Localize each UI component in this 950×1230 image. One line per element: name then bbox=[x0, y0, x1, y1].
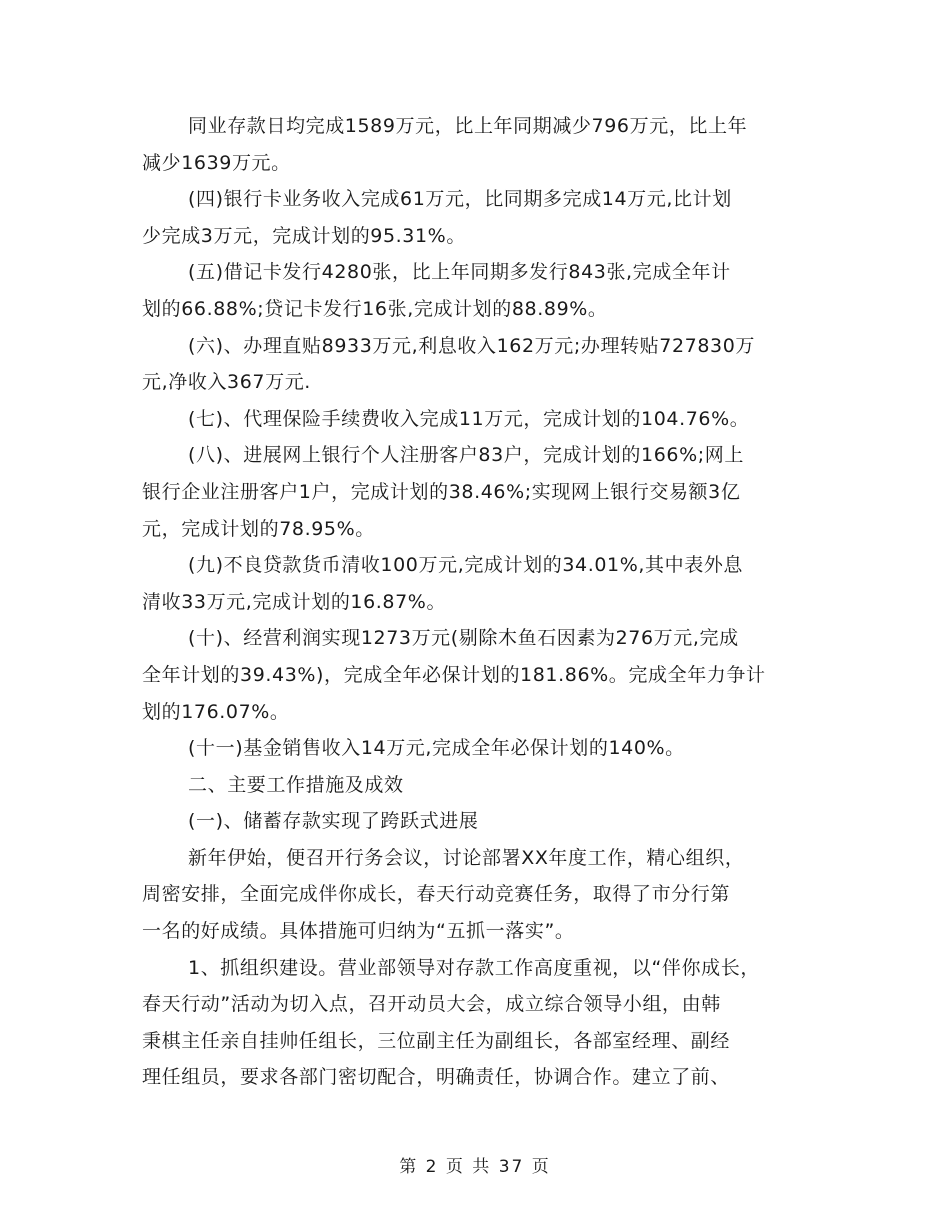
text-line: 1、抓组织建设。营业部领导对存款工作高度重视，以“伴你成长， bbox=[188, 956, 760, 979]
text-line: 同业存款日均完成1589万元，比上年同期减少796万元，比上年 bbox=[188, 115, 748, 137]
text-line: (十)、经营利润实现1273万元(剔除木鱼石因素为276万元,完成 bbox=[188, 627, 739, 650]
text-line: 银行企业注册客户1户，完成计划的38.46%;实现网上银行交易额3亿 bbox=[142, 480, 741, 503]
text-line: 一名的好成绩。具体措施可归纳为“五抓一落实”。 bbox=[142, 920, 575, 943]
text-line: (六)、办理直贴8933万元,利息收入162万元;办理转贴727830万 bbox=[188, 334, 756, 357]
text-line: (七)、代理保险手续费收入完成11万元，完成计划的104.76%。 bbox=[188, 407, 750, 430]
text-line: (十一)基金销售收入14万元,完成全年必保计划的140%。 bbox=[188, 737, 685, 760]
text-line: 划的176.07%。 bbox=[142, 700, 290, 723]
text-line: 周密安排，全面完成伴你成长，春天行动竞赛任务，取得了市分行第 bbox=[142, 883, 731, 906]
section-heading: 二、主要工作措施及成效 bbox=[188, 773, 404, 796]
text-line: (五)借记卡发行4280张，比上年同期多发行843张,完成全年计 bbox=[188, 261, 731, 284]
text-line: (八)、进展网上银行个人注册客户83户，完成计划的166%;网上 bbox=[188, 444, 744, 467]
text-line: (九)不良贷款货币清收100万元,完成计划的34.01%,其中表外息 bbox=[188, 554, 744, 577]
text-line: 减少1639万元。 bbox=[142, 151, 291, 174]
page-number: 第 2 页 共 37 页 bbox=[399, 1157, 551, 1177]
text-line: 理任组员，要求各部门密切配合，明确责任，协调合作。建立了前、 bbox=[142, 1066, 731, 1089]
text-line: (四)银行卡业务收入完成61万元，比同期多完成14万元,比计划 bbox=[188, 188, 732, 211]
text-line: 元，完成计划的78.95%。 bbox=[142, 517, 375, 540]
document-body bbox=[142, 108, 822, 1096]
text-line: 清收33万元,完成计划的16.87%。 bbox=[142, 590, 447, 613]
text-line: 划的66.88%;贷记卡发行16张,完成计划的88.89%。 bbox=[142, 297, 608, 320]
subsection-heading: (一)、储蓄存款实现了跨跃式进展 bbox=[188, 810, 479, 833]
text-line: 全年计划的39.43%)，完成全年必保计划的181.86%。完成全年力争计 bbox=[142, 663, 766, 686]
text-line: 春天行动”活动为切入点，召开动员大会，成立综合领导小组，由韩 bbox=[142, 993, 721, 1016]
text-line: 元,净收入367万元. bbox=[142, 371, 311, 394]
text-line: 秉棋主任亲自挂帅任组长，三位副主任为副组长，各部室经理、副经 bbox=[142, 1029, 731, 1052]
text-line: 少完成3万元，完成计划的95.31%。 bbox=[142, 224, 466, 247]
text-line: 新年伊始，便召开行务会议，讨论部署XX年度工作，精心组织， bbox=[188, 846, 745, 869]
